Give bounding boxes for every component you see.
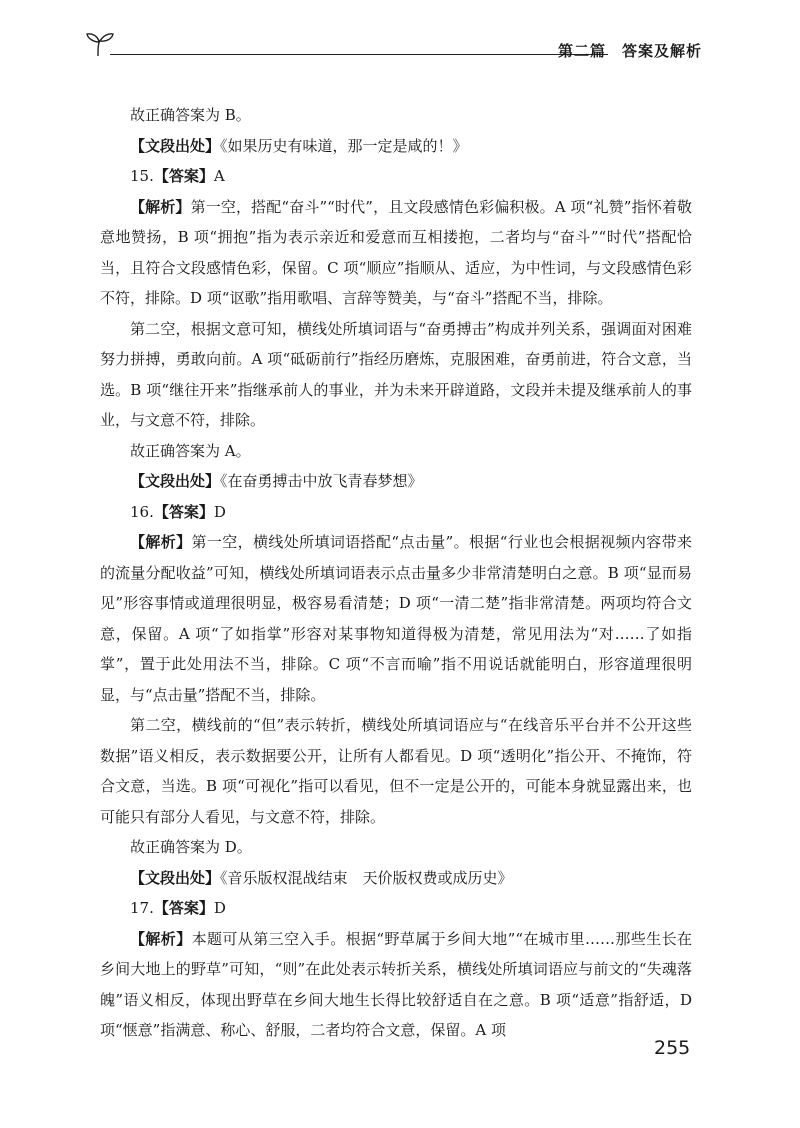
answer-label: 【答案】	[153, 502, 214, 521]
q17-analysis-p1-text: 本题可从第三空入手。根据“野草属于乡间大地”“在城市里……那些生长在乡间大地上的野草”可知，“则”在此处表示转折关系，横线处所填词语应与前文的“失魂落魄”语义相反，体现出野草在乡间大地生长得比较舒适自在之意。B 项“适意”指舒适，D 项“惬意”指满意、称心、舒服，二者均符合文意，保留。A 项	[100, 929, 692, 1039]
analysis-label: 【解析】	[130, 197, 191, 216]
q15-analysis-p2: 第二空，根据文意可知，横线处所填词语与“奋勇搏击”构成并列关系，强调面对困难努力拼搏，勇敢向前。A 项“砥砺前行”指经历磨炼，克服困难，奋勇前进，符合文意，当选。B 项“继往开来”指继承前人的事业，并为未来开辟道路，文段并未提及继承前人的事业，与文意不符，排除。	[100, 319, 692, 429]
q15-source-text: 《在奋勇搏击中放飞青春梦想》	[220, 472, 423, 490]
q16-number: 16.	[130, 502, 154, 521]
q16-source-text: 《音乐版权混战结束 天价版权费或成历史》	[220, 868, 513, 887]
page-header	[82, 30, 702, 64]
q15-answer: A	[213, 167, 225, 185]
q15-conclusion: 故正确答案为 A。	[130, 441, 251, 460]
q16-analysis-p2: 第二空，横线前的“但”表示转折，横线处所填词语应与“在线音乐平台并不公开这些数据”语义相反，表示数据要公开，让所有人都看见。D 项“透明化”指公开、不掩饰，符合文意，当选。B 项“可视化”指可以看见，但不一定是公开的，可能本身就显露出来，也可能只有部分人看见，与文意不符，排除。	[100, 716, 692, 826]
source-label: 【文段出处】	[130, 472, 221, 490]
q15-number: 15.	[130, 167, 154, 185]
answer-label: 【答案】	[153, 899, 214, 917]
header-rule	[110, 54, 608, 55]
q16-source	[100, 863, 692, 894]
analysis-label: 【解析】	[130, 533, 192, 551]
q17-analysis-p1	[100, 924, 692, 1046]
header-title: 第二篇 答案及解析	[557, 42, 702, 60]
q16-analysis-p1	[100, 527, 692, 710]
answer-label: 【答案】	[153, 167, 214, 185]
q16-analysis-p1-text: 第一空，横线处所填词语搭配“点击量”。根据“行业也会根据视频内容带来的流量分配收益”可知，横线处所填词语表示点击量多少非常清楚明白之意。B 项“显而易见”形容事情或道理很明显，极容易看清楚；D 项“一清二楚”指非常清楚。两项均符合文意，保留。A 项“了如指掌”形容对某事物知道得极为清楚，常见用法为“对……了如指掌”，置于此处用法不当，排除。C 项“不言而喻”指不用说话就能明白，形容道理很明显，与“点击量”搭配不当，排除。	[100, 533, 692, 704]
page-content	[100, 100, 692, 1046]
q17-number: 17.	[130, 899, 154, 917]
analysis-label: 【解析】	[130, 929, 192, 948]
page-number: 255	[654, 1037, 691, 1059]
q15-answer-line	[100, 161, 692, 192]
q17-answer-line	[100, 893, 692, 924]
source-label: 【文段出处】	[130, 868, 221, 887]
q15-analysis-p1	[100, 192, 692, 314]
q16-conclusion: 故正确答案为 D。	[130, 838, 252, 856]
q16-answer-line	[100, 497, 692, 528]
q14-conclusion: 故正确答案为 B。	[130, 106, 251, 124]
q16-answer: D	[213, 502, 226, 521]
q14-source	[100, 131, 692, 162]
source-label: 【文段出处】	[130, 136, 221, 155]
q17-answer: D	[213, 899, 226, 917]
q15-analysis-p1-text: 第一空，搭配“奋斗”“时代”，且文段感情色彩偏积极。A 项“礼赞”指怀着敬意地赞扬，B 项“拥抱”指为表示亲近和爱意而互相搂抱，二者均与“奋斗”“时代”搭配恰当，且符合文段感情色彩，保留。C 项“顺应”指顺从、适应，为中性词，与文段感情色彩不符，排除。D 项“讴歌”指用歌唱、言辞等赞美，与“奋斗”搭配不当，排除。	[100, 197, 692, 307]
q15-source	[100, 466, 692, 497]
q14-source-text: 《如果历史有味道，那一定是咸的！》	[220, 136, 468, 155]
